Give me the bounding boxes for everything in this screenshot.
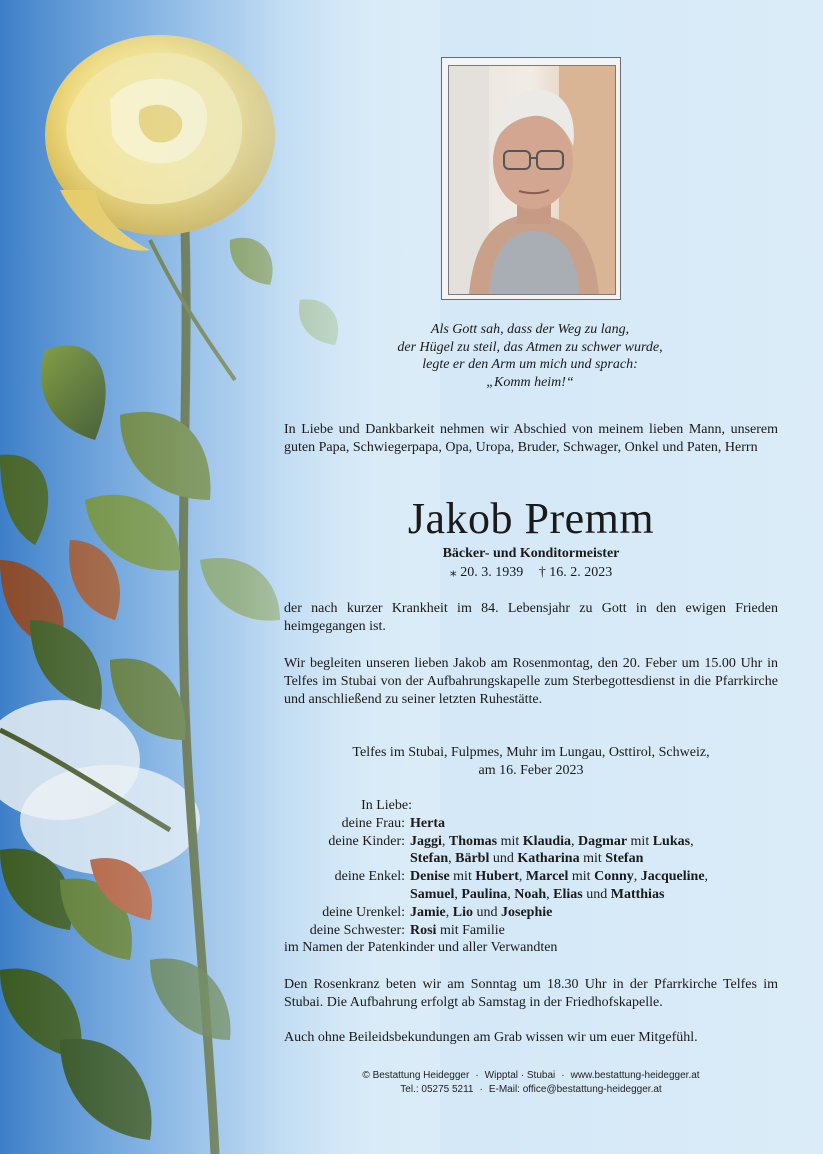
thanks-text: Auch ohne Beileidsbekundungen am Grab wissen wir um euer Mitgefühl. [284,1030,698,1045]
mourner-name: Elias [553,886,583,902]
mourner-connector: , [690,833,694,849]
mourner-connector: , [704,869,709,885]
company-website[interactable]: www.bestattung-heidegger.at [570,1070,700,1081]
mourner-names [410,833,778,851]
death-date: † 16. 2. 2023 [538,565,613,580]
mourner-connector: mit [579,851,606,867]
mourner-name: Dagmar [578,833,628,849]
mourner-name: Samuel [410,886,455,902]
death-text: der nach kurzer Krankheit im 84. Lebensjahr zu Gott in den ewigen Frieden heimgegangen ist. [284,601,778,634]
mourner-name: Lukas [652,833,691,849]
place-and-date [284,744,778,780]
mourner-relation-label [284,886,410,904]
mourner-relation-label [284,850,410,868]
mourners-heading: In Liebe: [361,798,412,813]
deceased-name: Jakob Premm [407,494,655,543]
mourner-name: Herta [410,815,445,831]
place-line: Telfes im Stubai, Fulpmes, Muhr im Lungau, Osttirol, Schweiz, [352,745,710,760]
mourner-connector: und [473,904,501,920]
mourner-row [284,833,778,851]
company-region: Wipptal · Stubai [484,1070,556,1081]
mourner-name: Josephie [501,904,553,920]
mourner-name: Stefan [410,851,449,867]
mourner-name: Conny [594,869,634,885]
poem-line: „Komm heim!“ [486,374,574,390]
poem-line: Als Gott sah, dass der Weg zu lang, [430,322,630,337]
mourner-connector: und [489,851,518,867]
mourner-relation-label: deine Enkel: [334,869,405,885]
mourner-connector: , [445,904,453,920]
rosary-text: Den Rosenkranz beten wir am Sonntag um 18.30 Uhr in der Pfarrkirche Telfes im Stubai. Die Aufbahrung erfolgt ab Samstag in der Friedhofskapelle. [284,977,778,1010]
intro-text: In Liebe und Dankbarkeit nehmen wir Abschied von meinem lieben Mann, unserem guten Papa, Schwiegerpapa, Opa, Uropa, Bruder, Schwager, Onkel und Paten, Herrn [284,422,778,455]
burial-text: Wir begleiten unseren lieben Jakob am Rosenmontag, den 20. Feber um 15.00 Uhr in Telfes im Stubai von der Aufbahrungskapelle zum Sterbegottesdienst in die Pfarrkirche und anschließend zu seiner letzten Ruhestätte. [284,656,778,707]
mourner-name: Thomas [448,833,498,849]
mourner-name: Denise [410,869,450,885]
mourner-relation-label: deine Frau: [341,815,405,831]
portrait-photo [448,65,616,295]
company-email[interactable]: E-Mail: office@bestattung-heidegger.at [488,1084,662,1095]
portrait-illustration [449,66,615,294]
deceased-profession: Bäcker- und Konditormeister [442,546,620,561]
mourner-row [284,850,778,868]
mourner-names [410,904,778,922]
mourner-name: Matthias [610,886,665,902]
mourner-connector: , [546,886,554,902]
mourners-footer: im Namen der Patenkinder und aller Verwandten [284,940,558,956]
mourner-name: Klaudia [522,833,572,849]
mourner-connector: mit [627,833,653,849]
mourner-relation-label: deine Schwester: [309,922,405,938]
mourner-names [410,850,778,868]
company-name: © Bestattung Heidegger [362,1070,470,1081]
poem-line: der Hügel zu steil, das Atmen zu schwer wurde, [397,339,663,355]
mourner-connector: , [633,869,641,885]
mourner-name: Stefan [605,851,644,867]
mourner-names [410,815,778,833]
mourner-names [410,922,778,940]
mourners-list [284,797,778,957]
mourner-name: Jamie [410,904,446,920]
funeral-home-footer: © Bestattung Heidegger · Wipptal · Stubai · www.bestattung-heidegger.at Tel.: 05275 5211 · E-Mail: office@bestattung-heidegger.at [362,1070,700,1095]
mourner-name: Paulina [461,886,508,902]
mourner-row [284,922,778,940]
mourner-names [410,868,778,886]
mourner-connector: und [582,886,611,902]
company-phone: Tel.: 05275 5211 [400,1084,474,1095]
birth-date: ⁎ 20. 3. 1939 [449,565,524,580]
mourner-connector: , [441,833,449,849]
mourner-row [284,868,778,886]
mourner-name: Jacqueline [640,869,705,885]
mourner-connector: , [571,833,579,849]
mourner-row [284,904,778,922]
mourner-connector: , [507,886,515,902]
mourner-row [284,815,778,833]
mourner-name: Jaggi [410,833,442,849]
mourner-name: Marcel [525,869,569,885]
mourner-name: Katharina [517,851,580,867]
life-dates [284,564,778,581]
mourner-connector: , [448,851,456,867]
date-line: am 16. Feber 2023 [478,763,584,778]
mourner-name: Hubert [475,869,519,885]
mourner-connector: mit [497,833,523,849]
mourner-relation-label: deine Urenkel: [322,904,405,920]
poem-line: legte er den Arm um mich und sprach: [422,357,638,372]
mourner-connector: mit [568,869,595,885]
mourner-name: Rosi [410,922,437,938]
mourner-relation-label: deine Kinder: [328,833,405,849]
poem [290,321,770,391]
mourner-connector: , [518,869,526,885]
mourner-connector: mit Familie [436,922,505,938]
mourner-name: Noah [514,886,547,902]
mourner-connector: , [454,886,462,902]
mourner-connector: mit [449,869,476,885]
mourner-names [410,886,778,904]
mourner-row [284,886,778,904]
portrait-frame [441,57,621,300]
mourner-groups [284,815,778,940]
mourner-name: Lio [452,904,473,920]
mourner-name: Bärbl [455,851,490,867]
